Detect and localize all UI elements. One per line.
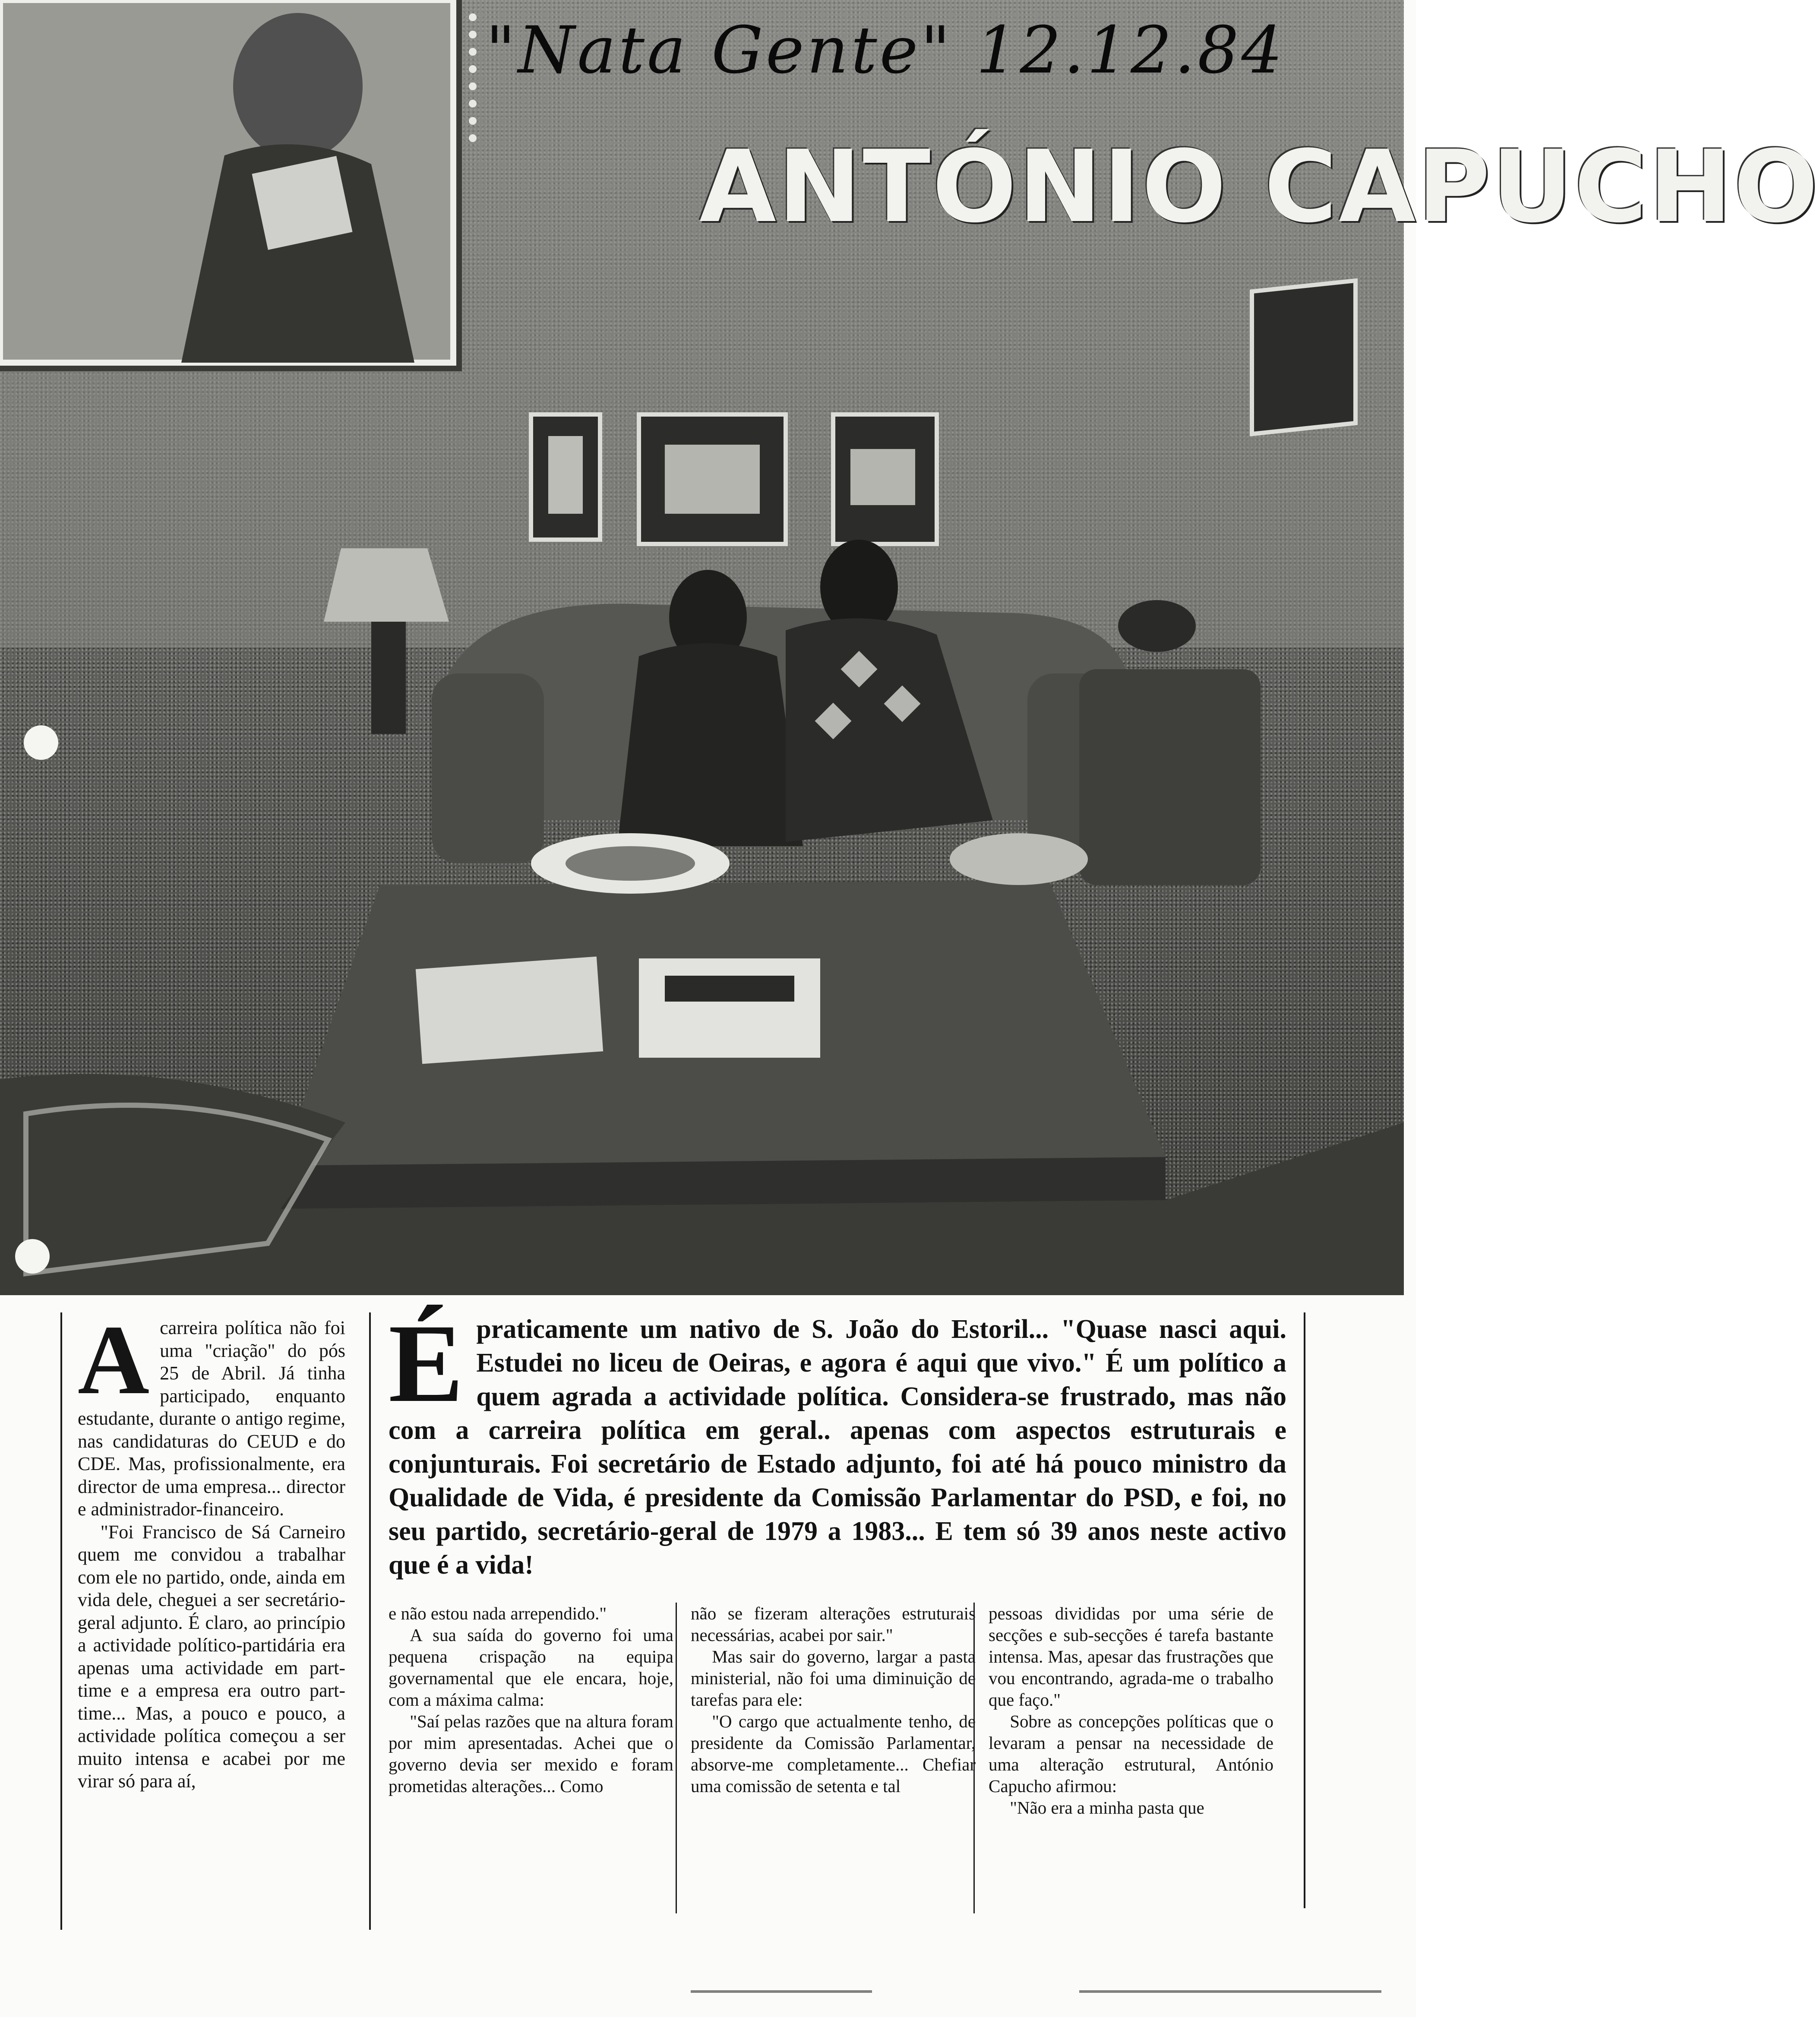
column3-paragraph-3: "O cargo que actualmente tenho, de presidente da Comissão Parlamentar, absorve-me completamente... Chefiar uma comissão de setenta e tal [691, 1711, 976, 1796]
column4-paragraph-2: Sobre as concepções políticas que o levaram a pensar na necessidade de uma alteração estrutural, António Capucho afirmou: [989, 1711, 1273, 1796]
column-rule-left [60, 1312, 62, 1930]
column-rule-right [1304, 1312, 1305, 1908]
column1-paragraph-1: carreira política não foi uma "criação" do pós 25 de Abril. Já tinha participado, enquanto estudante, durante o antigo regime, nas candidaturas do CEUD e do CDE. Mas, profissionalmente, era director de uma empresa... director e administrador-financeiro. [78, 1317, 345, 1520]
column-rule-2 [676, 1603, 677, 1913]
column2-paragraph-1: e não estou nada arrependido." [389, 1603, 607, 1623]
scan-artifact [691, 1990, 872, 1993]
column3-paragraph-2: Mas sair do governo, largar a pasta ministerial, não foi uma diminuição de tarefas para ele: [691, 1647, 976, 1710]
column-rule-1 [369, 1312, 371, 1930]
scan-artifact [1079, 1990, 1381, 1993]
headline-title: ANTÓNIO CAPUCHO [699, 130, 1820, 245]
article-column-3 [691, 1603, 976, 1913]
lead-text: praticamente um nativo de S. João do Estoril... "Quase nasci aqui. Estudei no liceu de Oeiras, e agora é aqui que vivo." É um político a quem agrada a actividade política. Considera-se frustrado, mas não com a carreira política em geral.. apenas com aspectos estruturais e conjunturais. Foi secretário de Estado adjunto, foi até há pouco ministro da Qualidade de Vida, é presidente da Comissão Parlamentar do PSD, e foi, no seu partido, secretário-geral de 1979 a 1983... E tem só 39 anos neste activo que é a vida! [389, 1315, 1286, 1580]
dropcap-a: A [78, 1305, 150, 1415]
lamp-shade [324, 548, 449, 622]
article-column-4 [989, 1603, 1273, 1913]
column4-paragraph-1: pessoas divididas por uma série de secções e sub-secções é tarefa bastante intensa. Mas, apesar das frustrações que vou encontrando, agrada-me o trabalho que faço." [989, 1603, 1273, 1710]
column2-paragraph-3: "Saí pelas razões que na altura foram por mim apresentadas. Achei que o governo devia ser mexido e foram prometidas alterações... Como [389, 1711, 673, 1796]
dropcap-e: É [389, 1301, 464, 1426]
handwritten-source-note: "Nata Gente" 12.12.84 [486, 13, 1285, 88]
column4-paragraph-3: "Não era a minha pasta que [1010, 1798, 1204, 1818]
column1-paragraph-2: "Foi Francisco de Sá Carneiro quem me convidou a trabalhar com ele no partido, onde, ainda em vida dele, cheguei a ser secretário-geral adjunto. É claro, ao princípio a actividade político-partidária era apenas uma actividade em part-time e a empresa era outro part-time... Mas, a pouco e pouco, a actividade política começou a ser muito intensa e acabei por me virar só para aí, [78, 1521, 345, 1792]
column3-paragraph-1: não se fizeram alterações estruturais necessárias, acabei por sair." [691, 1603, 976, 1645]
article-column-1 [78, 1305, 345, 1930]
lead-paragraph [389, 1301, 1286, 1582]
punch-hole-upper [24, 725, 58, 760]
seated-person-left [617, 643, 803, 846]
column2-paragraph-2: A sua saída do governo foi uma pequena crispação na equipa governamental que ele encara, hoje, com a máxima calma: [389, 1625, 673, 1710]
article-column-2 [389, 1603, 673, 1913]
punch-hole-lower [15, 1239, 50, 1274]
